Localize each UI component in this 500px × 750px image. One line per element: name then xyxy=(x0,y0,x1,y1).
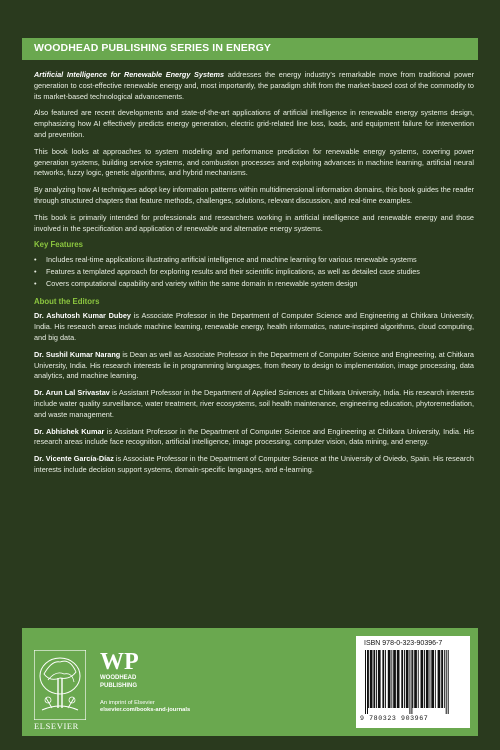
series-title: WOODHEAD PUBLISHING SERIES IN ENERGY xyxy=(34,42,271,54)
editor-name: Dr. Sushil Kumar Narang xyxy=(34,349,121,359)
intro-paragraph xyxy=(34,70,474,102)
bullet: • xyxy=(34,278,37,288)
paragraph: Also featured are recent developments and state-of-the-art applications of artificial intelligence in renewable energy systems design, emphasizing how AI effectively predicts energy generation, electric grid-related line loss, loads, and equipment failure for intervention and prevention. xyxy=(34,108,474,139)
cover-text xyxy=(34,70,474,482)
editor-bio: Dr. Ashutosh Kumar Dubey is Associate Professor in the Department of Computer Science and Engineering at Chitkara University, India. His research areas include machine learning, renewable energy, health informatics, nature-inspired algorithms, cloud computing, and big data. xyxy=(34,311,474,342)
woodhead-publishing-logo xyxy=(100,650,139,690)
bullet: • xyxy=(34,255,37,265)
wp-line2: PUBLISHING xyxy=(100,683,138,689)
editor-name: Dr. Vicente García-Díaz xyxy=(34,454,114,464)
barcode-digits: 9 780323 903967 xyxy=(360,715,429,722)
elsevier-tree-logo xyxy=(34,650,86,720)
editor-name: Dr. Ashutosh Kumar Dubey xyxy=(34,311,131,321)
feature-item: • Features a templated approach for exploring results and their scientific implications, as well as detailed case studies xyxy=(34,266,420,276)
barcode xyxy=(362,650,464,714)
key-features-list xyxy=(34,255,474,289)
intro-text: addresses the energy industry’s remarkable move from traditional power generation to cost-effective renewable energy and, most importantly, the paradigm shift from the market-based cost of the commodity to its market-based technological advancements. xyxy=(34,70,475,101)
paragraph: This book is primarily intended for professionals and researchers working in artificial intelligence and renewable energy and those involved in the specification and application of renewable and alternative energy systems. xyxy=(34,212,474,233)
isbn-barcode-box xyxy=(356,636,470,728)
key-features-heading: Key Features xyxy=(34,240,83,250)
editor-name: Dr. Abhishek Kumar xyxy=(34,426,105,436)
editor-bio: Dr. Vicente García-Díaz is Associate Professor in the Department of Computer Science at the University of Oviedo, Spain. His research interests include decision support systems, domain-specific languages, and e-learning. xyxy=(34,454,474,474)
wp-mark: WP xyxy=(100,649,139,675)
imprint-url: elsevier.com/books-and-journals xyxy=(100,707,191,714)
imprint xyxy=(100,700,190,714)
book-title: Artificial Intelligence for Renewable Energy Systems xyxy=(34,70,225,79)
paragraph: This book looks at approaches to system modeling and performance prediction for renewable energy systems, covering power generation systems, building service systems, and combustion processes and exploring advances in machine learning, artificial neural networks, fuzzy logic, genetic algorithms, and hybrid mechanisms. xyxy=(34,146,474,178)
bullet: • xyxy=(34,266,37,276)
editor-name: Dr. Arun Lal Srivastav xyxy=(34,388,110,398)
editor-bio: Dr. Sushil Kumar Narang is Dean as well as Associate Professor in the Department of Computer Science and Engineering, at Chitkara University, India. His research interests lie in programming languages, from theory to design to implementation, image processing, data analytics, and machine learning. xyxy=(34,349,474,381)
editor-bio: Dr. Arun Lal Srivastav is Assistant Professor in the Department of Applied Sciences at Chitkara University, India. His research interests include water quality surveillance, water treatment, river ecosystems, soil health maintenance, engineering education, phytoremediation, and waste management. xyxy=(34,388,474,419)
feature-item: • Includes real-time applications illustrating artificial intelligence and machine learning for various renewable systems xyxy=(34,255,417,265)
isbn-label: ISBN 978-0-323-90396-7 xyxy=(364,640,443,647)
editor-bio: Dr. Abhishek Kumar is Assistant Professor in the Department of Computer Science and Engineering at Chitkara University, India. His research areas include face recognition, artificial intelligence, image processing, computer vision, data mining, and energy. xyxy=(34,426,474,447)
editors-heading: About the Editors xyxy=(34,296,100,306)
elsevier-wordmark: ELSEVIER xyxy=(34,721,79,731)
wp-line1: WOODHEAD xyxy=(100,675,137,681)
imprint-line: An imprint of Elsevier xyxy=(100,700,155,706)
paragraph: By analyzing how AI techniques adopt key information patterns within multidimensional information domains, this book guides the reader through structured chapters that feature methods, challenges, solutions, relevant discussion, and real-time examples. xyxy=(34,185,474,205)
feature-item: • Covers computational capability and variety within the same domain in renewable system design xyxy=(34,278,358,288)
